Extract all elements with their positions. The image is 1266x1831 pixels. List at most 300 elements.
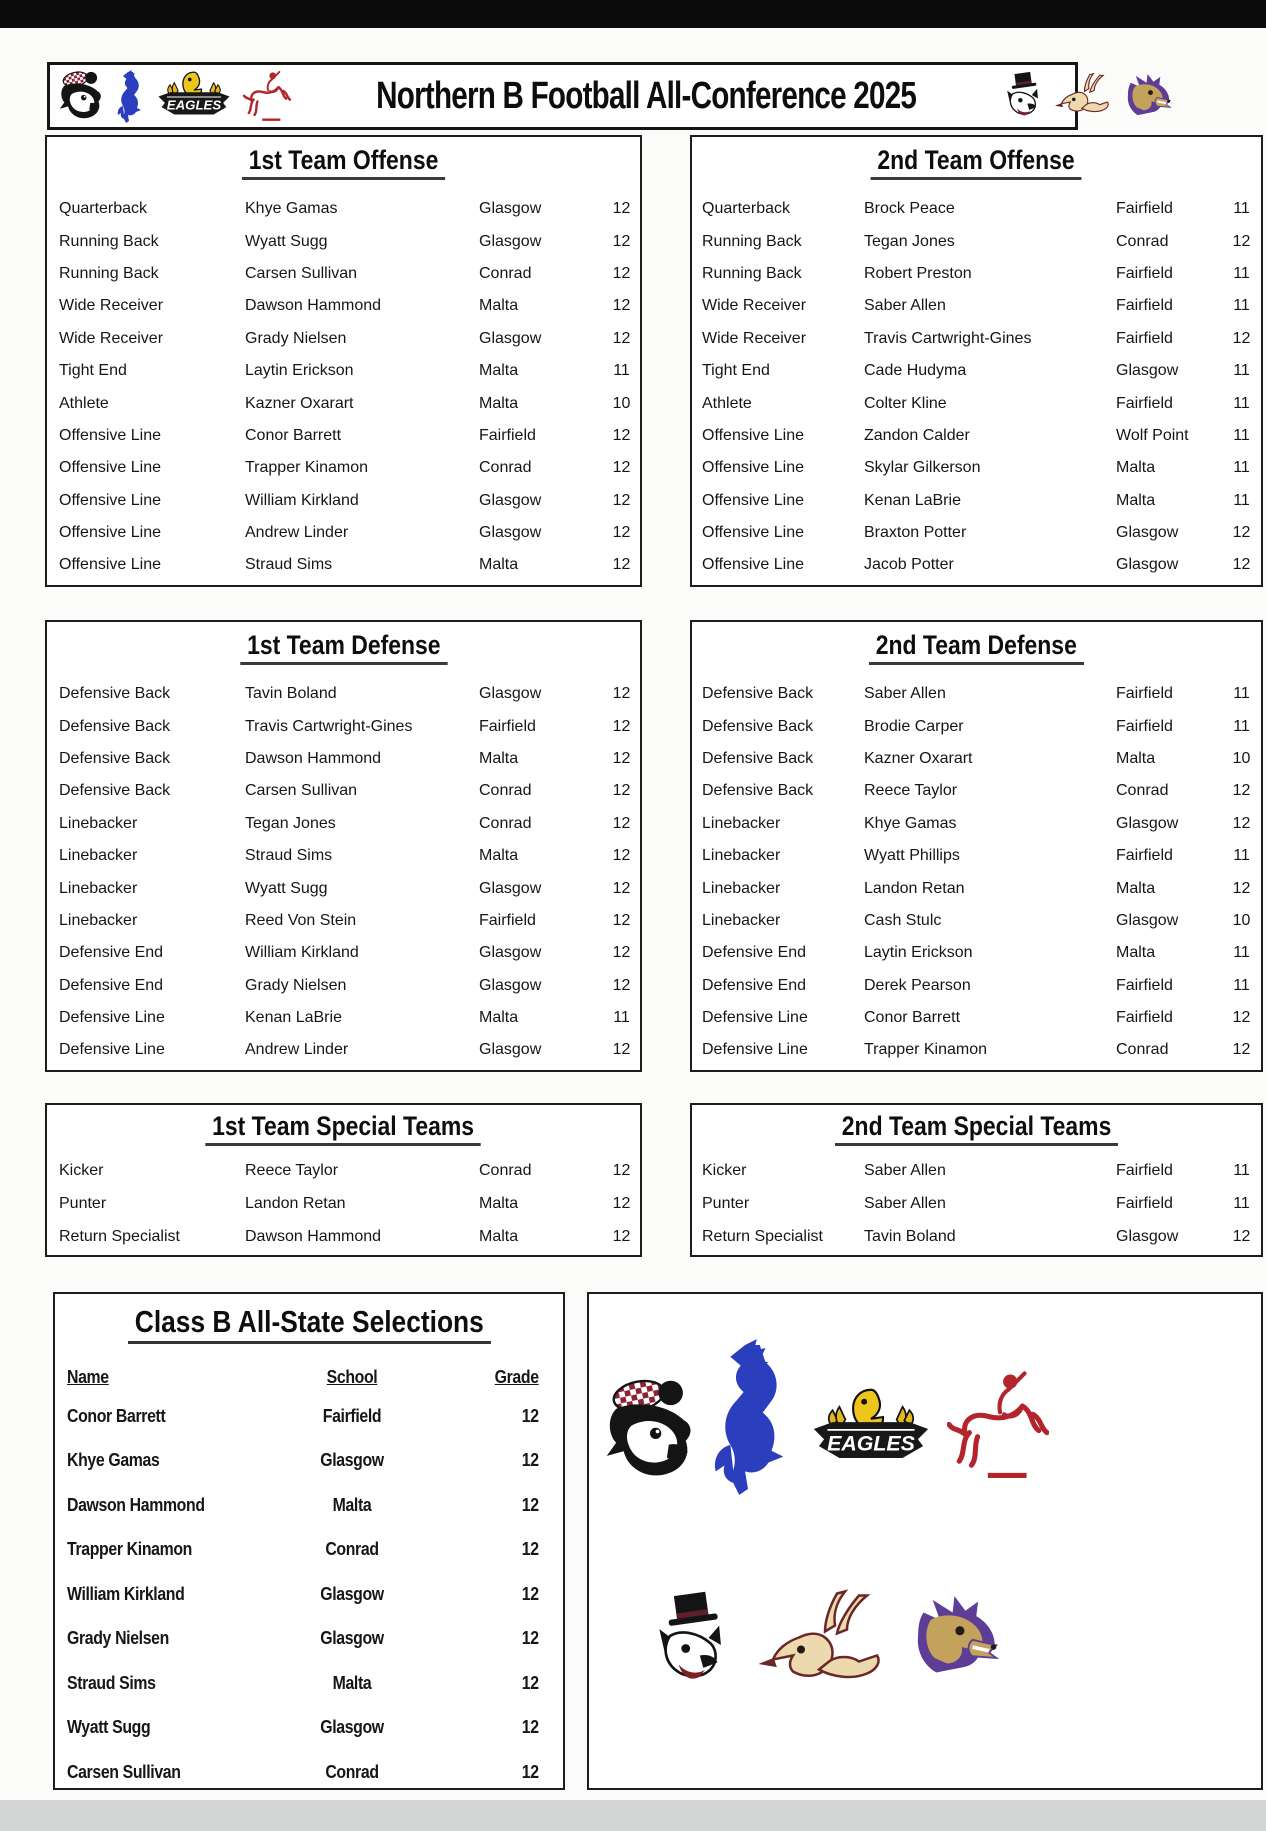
- cell: 12: [521, 1717, 539, 1738]
- table-row: [692, 193, 1261, 225]
- table-row: [692, 258, 1261, 290]
- cell: Tegan Jones: [864, 232, 955, 250]
- cell: Dawson Hammond: [245, 297, 382, 315]
- cell: Defensive End: [59, 976, 164, 994]
- red-bronc-rider-mascot-image: [947, 1340, 1049, 1512]
- cell: Saber Allen: [864, 1161, 946, 1179]
- cell: Running Back: [702, 232, 802, 250]
- cell: Defensive Line: [59, 1041, 165, 1059]
- cell: Defensive End: [702, 944, 807, 962]
- first-team-defense-rows: [47, 678, 640, 1067]
- cell: Wyatt Sugg: [245, 879, 328, 897]
- cell: Trapper Kinamon: [67, 1539, 192, 1560]
- page-title: Northern B Football All-Conference 2025: [376, 74, 917, 117]
- table-row: [47, 840, 640, 872]
- table-row: [47, 485, 640, 517]
- cell: 12: [1232, 1009, 1251, 1027]
- cell: 11: [1233, 297, 1250, 315]
- cell: 11: [1233, 459, 1250, 477]
- cell: Malta: [1116, 491, 1156, 509]
- cell: Fairfield: [1116, 264, 1173, 282]
- cell: Malta: [479, 1227, 519, 1245]
- cell: 11: [1233, 264, 1250, 282]
- cell: Kicker: [702, 1161, 747, 1179]
- cell: 12: [612, 329, 631, 347]
- cell: Landon Retan: [245, 1194, 346, 1212]
- cell: Laytin Erickson: [245, 362, 354, 380]
- cell: Defensive End: [59, 944, 164, 962]
- cell: Defensive Line: [702, 1009, 808, 1027]
- cell: 12: [612, 685, 631, 703]
- cell: Malta: [1116, 749, 1156, 767]
- cell: Braxton Potter: [864, 524, 967, 542]
- cell: Malta: [479, 394, 519, 412]
- cell: Brodie Carper: [864, 717, 964, 735]
- first-team-offense-table: [45, 135, 642, 587]
- table-row: [47, 808, 640, 840]
- cell: 11: [1233, 944, 1250, 962]
- cell: 11: [1233, 717, 1250, 735]
- cell: 12: [612, 524, 631, 542]
- cell: Fairfield: [479, 426, 536, 444]
- cell: Glasgow: [1116, 911, 1179, 929]
- first-team-offense-rows: [47, 193, 640, 582]
- cell: Conrad: [479, 782, 532, 800]
- cell: Fairfield: [1116, 847, 1173, 865]
- cell: Carsen Sullivan: [245, 782, 358, 800]
- cell: Dawson Hammond: [245, 1227, 382, 1245]
- cell: Malta: [479, 1009, 519, 1027]
- table-row: [47, 872, 640, 904]
- table-row: [47, 743, 640, 775]
- cell: Malta: [479, 362, 519, 380]
- cell: Conrad: [1116, 232, 1169, 250]
- cell: 12: [612, 814, 631, 832]
- table-row: [47, 905, 640, 937]
- second-team-defense-table: [690, 620, 1263, 1072]
- table-row: [692, 420, 1261, 452]
- cell: Glasgow: [479, 232, 542, 250]
- cell: Running Back: [59, 264, 159, 282]
- table-row: [55, 1572, 563, 1617]
- cell: Dawson Hammond: [245, 749, 382, 767]
- cell: Wyatt Sugg: [245, 232, 328, 250]
- second-team-offense-table: [690, 135, 1263, 587]
- cell: Conrad: [479, 1161, 532, 1179]
- cell: Kicker: [59, 1161, 104, 1179]
- cell: 12: [612, 1194, 631, 1212]
- cell: 12: [1232, 1227, 1251, 1245]
- cell: Return Specialist: [702, 1227, 823, 1245]
- cell: Glasgow: [479, 879, 542, 897]
- table-row: [55, 1617, 563, 1662]
- cell: Trapper Kinamon: [864, 1041, 988, 1059]
- cell: Malta: [1116, 944, 1156, 962]
- cell: 12: [612, 264, 631, 282]
- all-state-title: Class B All-State Selections: [55, 1294, 563, 1348]
- table-title: 1st Team Defense: [47, 622, 640, 668]
- cell: Conrad: [1116, 782, 1169, 800]
- table-row: [692, 970, 1261, 1002]
- cell: 12: [612, 879, 631, 897]
- cell: Defensive Back: [702, 717, 814, 735]
- cell: Glasgow: [1116, 524, 1179, 542]
- cell: Defensive Back: [59, 782, 171, 800]
- cell: Cash Stulc: [864, 911, 942, 929]
- cell: Derek Pearson: [864, 976, 971, 994]
- cell: Saber Allen: [864, 297, 946, 315]
- cell: 12: [521, 1672, 539, 1693]
- table-row: [55, 1483, 563, 1528]
- cell: Tegan Jones: [245, 814, 336, 832]
- table-row: [55, 1661, 563, 1706]
- cell: Malta: [1116, 879, 1156, 897]
- cell: Offensive Line: [702, 459, 804, 477]
- table-row: [47, 678, 640, 710]
- table-row: [47, 1187, 640, 1220]
- cell: Wide Receiver: [59, 329, 164, 347]
- eagles-logo-image: [807, 1374, 935, 1484]
- table-row: [47, 355, 640, 387]
- table-title: 1st Team Special Teams: [47, 1105, 640, 1147]
- cell: 12: [612, 491, 631, 509]
- cell: Conrad: [479, 264, 532, 282]
- second-team-offense-rows: [692, 193, 1261, 582]
- cell: Grady Nielsen: [67, 1628, 169, 1649]
- cell: Offensive Line: [59, 459, 161, 477]
- cell: Trapper Kinamon: [245, 459, 369, 477]
- purple-wolf-mascot-image: [909, 1572, 1009, 1704]
- red-bronc-rider-mascot-icon: [243, 69, 291, 124]
- cell: Fairfield: [1116, 717, 1173, 735]
- table-row: [47, 1034, 640, 1066]
- cell: Glasgow: [320, 1583, 384, 1604]
- cell: 11: [1233, 976, 1250, 994]
- table-title: 1st Team Offense: [47, 137, 640, 183]
- cell: 12: [612, 556, 631, 574]
- cell: 12: [612, 1041, 631, 1059]
- cell: Saber Allen: [864, 685, 946, 703]
- cell: Glasgow: [479, 944, 542, 962]
- cell: 12: [521, 1583, 539, 1604]
- table-row: [47, 323, 640, 355]
- table-title: 2nd Team Offense: [692, 137, 1261, 183]
- table-row: [692, 743, 1261, 775]
- cell: Glasgow: [1116, 1227, 1179, 1245]
- table-row: [47, 225, 640, 257]
- cell: Defensive Back: [702, 749, 814, 767]
- cell: Conor Barrett: [245, 426, 342, 444]
- table-row: [47, 1220, 640, 1253]
- cell: 12: [1232, 879, 1251, 897]
- cell: Fairfield: [479, 717, 536, 735]
- first-team-special-teams-table: [45, 1103, 642, 1257]
- cell: Defensive End: [702, 976, 807, 994]
- header-mascots-left: [58, 69, 291, 124]
- cell: Fairfield: [1116, 1161, 1173, 1179]
- table-row: [47, 387, 640, 419]
- cell: Linebacker: [59, 879, 138, 897]
- cell: Glasgow: [1116, 362, 1179, 380]
- cell: Linebacker: [59, 911, 138, 929]
- cell: Fairfield: [1116, 297, 1173, 315]
- second-team-defense-rows: [692, 678, 1261, 1067]
- cell: Tavin Boland: [245, 685, 337, 703]
- cell: Straud Sims: [245, 847, 333, 865]
- cell: Conrad: [325, 1539, 379, 1560]
- cell: William Kirkland: [67, 1583, 185, 1604]
- table-row: [47, 517, 640, 549]
- coyote-mascot-image: [759, 1574, 889, 1712]
- table-row: [47, 970, 640, 1002]
- cell: Glasgow: [479, 524, 542, 542]
- husky-bandana-mascot-icon: [58, 70, 104, 123]
- cell: 12: [612, 944, 631, 962]
- cell: Wide Receiver: [702, 329, 807, 347]
- cell: 11: [1233, 685, 1250, 703]
- cell: 11: [1233, 1194, 1250, 1212]
- all-state-rows: [55, 1394, 563, 1795]
- cell: Linebacker: [59, 847, 138, 865]
- cell: Athlete: [702, 394, 752, 412]
- cell: Grady Nielsen: [245, 976, 347, 994]
- cell: 12: [612, 426, 631, 444]
- cell: Carsen Sullivan: [245, 264, 358, 282]
- table-row: [692, 290, 1261, 322]
- cell: 12: [612, 459, 631, 477]
- cell: Kenan LaBrie: [864, 491, 961, 509]
- cell: 12: [1232, 329, 1251, 347]
- cell: Offensive Line: [702, 556, 804, 574]
- cell: Conor Barrett: [67, 1405, 166, 1426]
- cell: Fairfield: [1116, 200, 1173, 218]
- cell: 12: [612, 200, 631, 218]
- cell: 11: [1233, 394, 1250, 412]
- cell: Athlete: [59, 394, 109, 412]
- cell: Defensive Back: [59, 717, 171, 735]
- cell: 12: [612, 847, 631, 865]
- cell: Malta: [479, 297, 519, 315]
- cell: Khye Gamas: [67, 1450, 160, 1471]
- table-row: [47, 775, 640, 807]
- table-row: [692, 808, 1261, 840]
- cell: Fairfield: [1116, 1194, 1173, 1212]
- cell: Glasgow: [479, 200, 542, 218]
- cell: Defensive Back: [59, 685, 171, 703]
- cell: Defensive Back: [702, 685, 814, 703]
- cell: 12: [612, 1227, 631, 1245]
- table-row: [55, 1394, 563, 1439]
- cell: Kenan LaBrie: [245, 1009, 342, 1027]
- cell: Dawson Hammond: [67, 1494, 205, 1515]
- cell: 11: [1233, 1161, 1250, 1179]
- cell: 12: [521, 1494, 539, 1515]
- cell: Kazner Oxarart: [245, 394, 354, 412]
- table-row: [692, 355, 1261, 387]
- conference-mascots-box: [587, 1292, 1263, 1790]
- cell: Malta: [332, 1672, 372, 1693]
- cell: Colter Kline: [864, 394, 947, 412]
- top-black-bar: [0, 0, 1266, 28]
- cell: Defensive Back: [59, 749, 171, 767]
- cell: 10: [1232, 749, 1251, 767]
- table-title: 2nd Team Defense: [692, 622, 1261, 668]
- cell: Robert Preston: [864, 264, 972, 282]
- cell: 10: [1232, 911, 1251, 929]
- cell: 12: [521, 1539, 539, 1560]
- cell: Tight End: [702, 362, 770, 380]
- cell: Offensive Line: [702, 426, 804, 444]
- table-row: [692, 1187, 1261, 1220]
- cell: Fairfield: [322, 1405, 382, 1426]
- cell: Linebacker: [702, 814, 781, 832]
- cell: 12: [612, 1161, 631, 1179]
- cell: Offensive Line: [59, 491, 161, 509]
- cell: Conrad: [1116, 1041, 1169, 1059]
- second-team-special-teams-table: [690, 1103, 1263, 1257]
- table-row: [692, 840, 1261, 872]
- cell: Malta: [479, 1194, 519, 1212]
- cell: Glasgow: [1116, 556, 1179, 574]
- cell: Return Specialist: [59, 1227, 180, 1245]
- cell: Saber Allen: [864, 1194, 946, 1212]
- cell: 11: [1233, 491, 1250, 509]
- cell: 12: [521, 1405, 539, 1426]
- cell: 12: [612, 976, 631, 994]
- table-row: [692, 549, 1261, 581]
- blue-bronco-mascot-image: [701, 1330, 795, 1504]
- cell: Quarterback: [59, 200, 148, 218]
- table-row: [47, 1002, 640, 1034]
- cell: Fairfield: [1116, 976, 1173, 994]
- bottom-gray-strip: [0, 1800, 1266, 1831]
- table-row: [55, 1528, 563, 1573]
- cell: Linebacker: [702, 879, 781, 897]
- cell: 12: [1232, 782, 1251, 800]
- cell: 10: [612, 394, 631, 412]
- table-row: [692, 1034, 1261, 1066]
- eagles-logo-icon: [154, 70, 234, 123]
- column-header-school: School: [326, 1366, 378, 1387]
- cell: Fairfield: [479, 911, 536, 929]
- cell: Punter: [59, 1194, 107, 1212]
- cell: Offensive Line: [59, 524, 161, 542]
- cell: 12: [612, 232, 631, 250]
- table-title: 2nd Team Special Teams: [692, 1105, 1261, 1147]
- purple-wolf-mascot-icon: [1123, 72, 1177, 121]
- cell: Reece Taylor: [245, 1161, 339, 1179]
- table-row: [692, 323, 1261, 355]
- table-row: [692, 905, 1261, 937]
- tophat-wolf-mascot-image: [647, 1570, 735, 1712]
- table-row: [55, 1706, 563, 1751]
- cell: Wyatt Sugg: [67, 1717, 151, 1738]
- cell: Wyatt Phillips: [864, 847, 960, 865]
- table-row: [47, 1154, 640, 1187]
- cell: 12: [521, 1761, 539, 1782]
- cell: Offensive Line: [59, 426, 161, 444]
- table-row: [692, 387, 1261, 419]
- table-row: [692, 710, 1261, 742]
- cell: Brock Peace: [864, 200, 955, 218]
- page-header: [47, 62, 1078, 130]
- cell: 12: [1232, 1041, 1251, 1059]
- table-row: [47, 937, 640, 969]
- cell: Conrad: [479, 459, 532, 477]
- cell: 12: [1232, 556, 1251, 574]
- cell: 11: [1233, 200, 1250, 218]
- first-team-special-rows: [47, 1154, 640, 1253]
- husky-bandana-mascot-image: [603, 1360, 697, 1502]
- blue-bronco-mascot-icon: [113, 69, 145, 124]
- cell: Fairfield: [1116, 329, 1173, 347]
- cell: 11: [1233, 362, 1250, 380]
- cell: 12: [612, 717, 631, 735]
- table-row: [692, 452, 1261, 484]
- cell: 12: [612, 749, 631, 767]
- table-row: [692, 775, 1261, 807]
- cell: Conrad: [479, 814, 532, 832]
- cell: Glasgow: [479, 1041, 542, 1059]
- table-row: [692, 1002, 1261, 1034]
- cell: Glasgow: [320, 1450, 384, 1471]
- cell: Punter: [702, 1194, 750, 1212]
- cell: Tavin Boland: [864, 1227, 956, 1245]
- cell: Laytin Erickson: [864, 944, 973, 962]
- cell: Jacob Potter: [864, 556, 954, 574]
- header-mascots-right: [1001, 70, 1177, 123]
- table-row: [692, 937, 1261, 969]
- cell: Wide Receiver: [59, 297, 164, 315]
- column-header-grade: Grade: [494, 1366, 539, 1387]
- cell: Reece Taylor: [864, 782, 958, 800]
- cell: Defensive Line: [59, 1009, 165, 1027]
- table-row: [47, 549, 640, 581]
- cell: William Kirkland: [245, 491, 359, 509]
- cell: Khye Gamas: [245, 200, 338, 218]
- cell: Wide Receiver: [702, 297, 807, 315]
- cell: Fairfield: [1116, 1009, 1173, 1027]
- cell: Andrew Linder: [245, 1041, 349, 1059]
- cell: Quarterback: [702, 200, 791, 218]
- column-header-name: Name: [67, 1366, 109, 1387]
- cell: Skylar Gilkerson: [864, 459, 981, 477]
- coyote-mascot-icon: [1054, 71, 1114, 122]
- cell: Glasgow: [320, 1717, 384, 1738]
- table-row: [692, 1220, 1261, 1253]
- tophat-wolf-mascot-icon: [1001, 70, 1045, 123]
- cell: William Kirkland: [245, 944, 359, 962]
- cell: Glasgow: [479, 491, 542, 509]
- table-row: [692, 678, 1261, 710]
- cell: Khye Gamas: [864, 814, 957, 832]
- cell: Glasgow: [479, 685, 542, 703]
- cell: Running Back: [59, 232, 159, 250]
- cell: Zandon Calder: [864, 426, 970, 444]
- cell: Conor Barrett: [864, 1009, 961, 1027]
- cell: Straud Sims: [245, 556, 333, 574]
- table-row: [47, 290, 640, 322]
- cell: Running Back: [702, 264, 802, 282]
- cell: Landon Retan: [864, 879, 965, 897]
- cell: 11: [1233, 847, 1250, 865]
- cell: Malta: [479, 556, 519, 574]
- cell: Grady Nielsen: [245, 329, 347, 347]
- cell: 11: [1233, 426, 1250, 444]
- table-row: [55, 1750, 563, 1795]
- cell: Wolf Point: [1116, 426, 1189, 444]
- cell: 12: [1232, 814, 1251, 832]
